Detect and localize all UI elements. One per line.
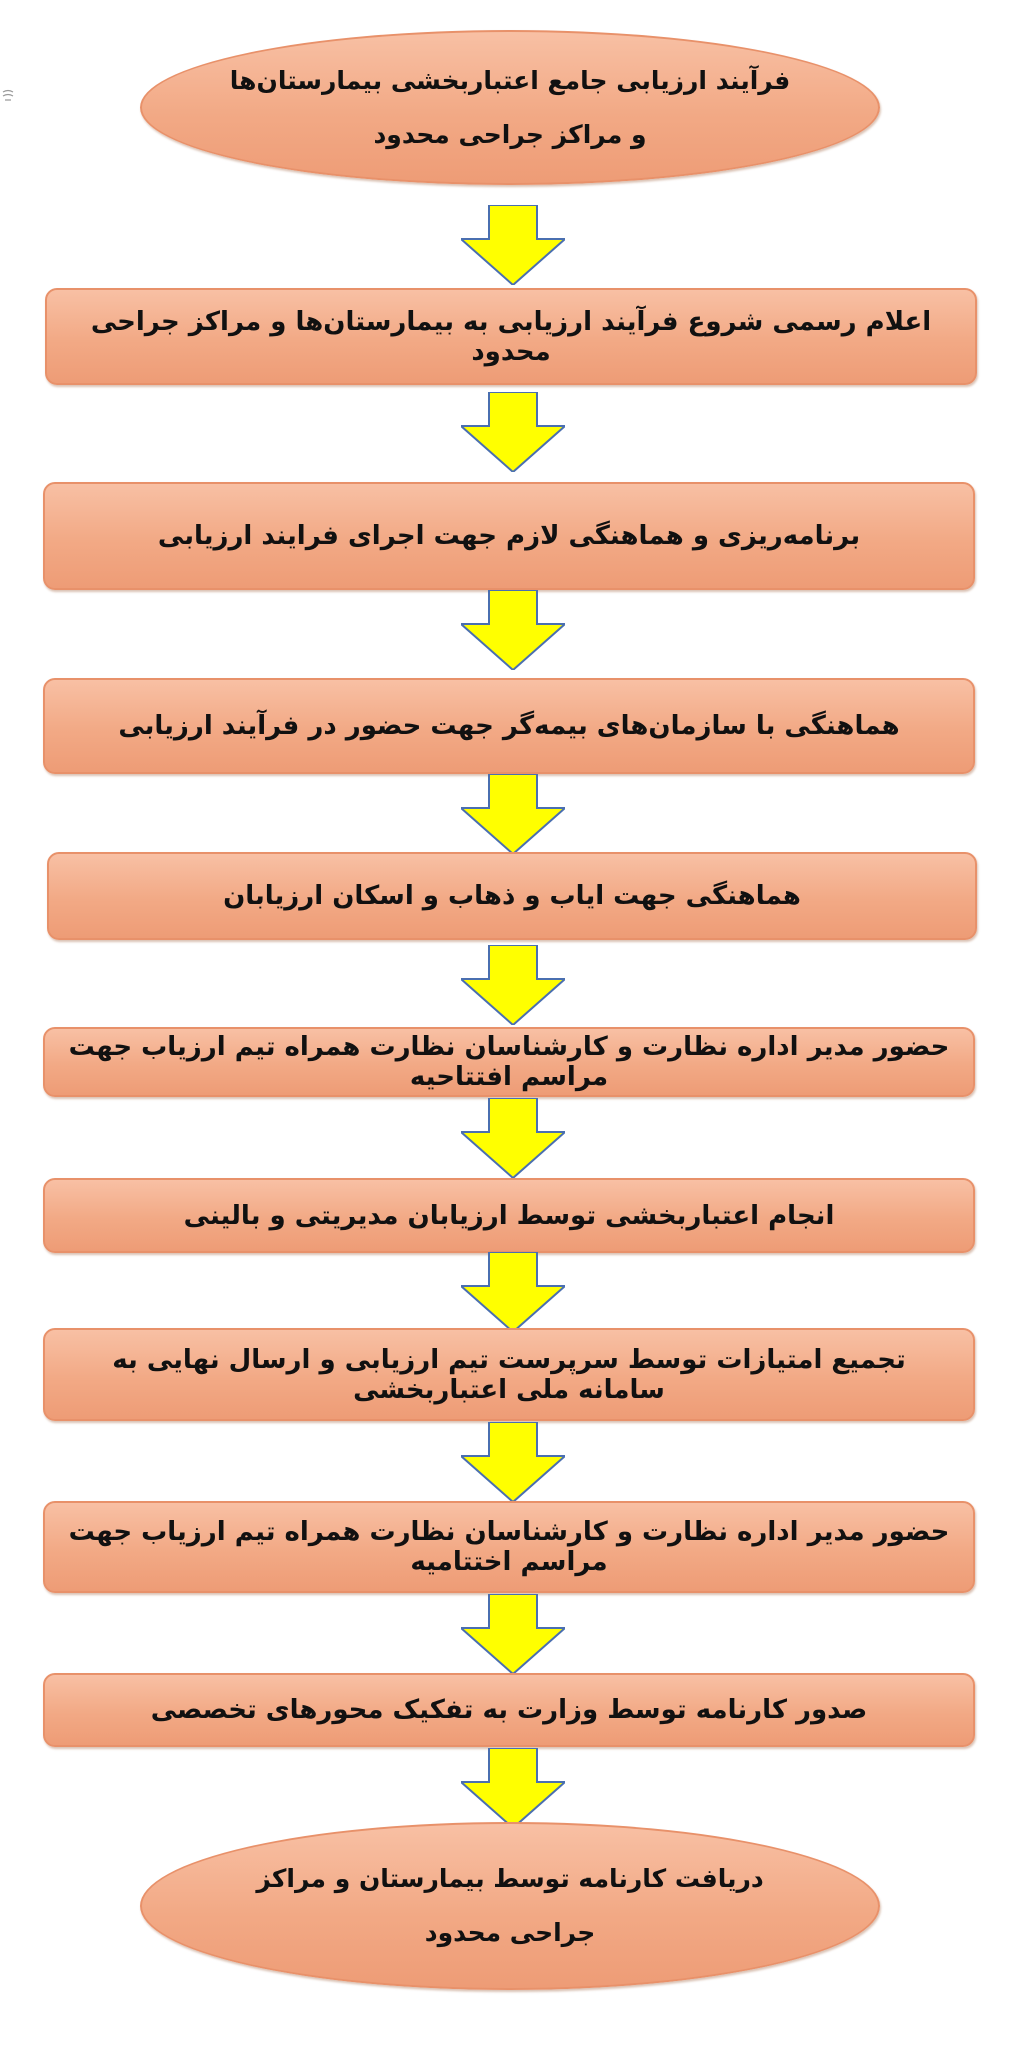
step-9-box	[43, 1673, 975, 1747]
end-ellipse-text	[256, 1852, 763, 1960]
down-arrow-icon	[461, 205, 565, 285]
down-arrow-icon	[461, 1422, 565, 1502]
down-arrow-icon	[461, 945, 565, 1025]
step-6-box	[43, 1178, 975, 1253]
end-ellipse	[140, 1822, 880, 1990]
end-line-2: جراحی محدود	[424, 1918, 596, 1947]
down-arrow-icon	[461, 1252, 565, 1332]
end-line-1: دریافت کارنامه توسط بیمارستان و مراکز	[256, 1864, 764, 1893]
step-4-label: هماهنگی جهت ایاب و ذهاب و اسکان ارزیابان	[223, 881, 801, 911]
step-1-box	[45, 288, 977, 385]
scan-artifact-mark	[2, 88, 14, 102]
step-5-box	[43, 1027, 975, 1097]
step-3-label: هماهنگی با سازمان‌های بیمه‌گر جهت حضور در فرآیند ارزیابی	[118, 711, 900, 741]
step-4-box	[47, 852, 977, 940]
step-7-label: تجمیع امتیازات توسط سرپرست تیم ارزیابی و ارسال نهایی به سامانه ملی اعتباربخشی	[112, 1344, 906, 1405]
down-arrow-icon	[461, 590, 565, 670]
step-9-label: صدور کارنامه توسط وزارت به تفکیک محورهای تخصصی	[150, 1695, 868, 1725]
step-8-label: حضور مدیر اداره نظارت و کارشناسان نظارت همراه تیم ارزیاب جهت مراسم اختتامیه	[68, 1517, 950, 1577]
step-7-box	[43, 1328, 975, 1421]
start-ellipse	[140, 30, 880, 185]
step-2-label: برنامه‌ریزی و هماهنگی لازم جهت اجرای فرایند ارزیابی	[157, 521, 861, 551]
down-arrow-icon	[461, 1098, 565, 1178]
down-arrow-icon	[461, 392, 565, 472]
step-6-label: انجام اعتباربخشی توسط ارزیابان مدیریتی و بالینی	[183, 1200, 835, 1231]
step-5-label: حضور مدیر اداره نظارت و کارشناسان نظارت همراه تیم ارزیاب جهت مراسم افتتاحیه	[68, 1032, 950, 1092]
down-arrow-icon	[461, 774, 565, 854]
step-2-box	[43, 482, 975, 590]
step-8-box	[43, 1501, 975, 1593]
start-ellipse-text	[230, 54, 790, 162]
step-3-box	[43, 678, 975, 774]
down-arrow-icon	[461, 1594, 565, 1674]
start-line-2: و مراکز جراحی محدود	[373, 119, 647, 149]
step-1-label: اعلام رسمی شروع فرآیند ارزیابی به بیمارستان‌ها و مراکز جراحی محدود	[90, 306, 932, 367]
down-arrow-icon	[461, 1748, 565, 1828]
start-line-1: فرآیند ارزیابی جامع اعتباربخشی بیمارستان‌ها	[229, 65, 791, 95]
